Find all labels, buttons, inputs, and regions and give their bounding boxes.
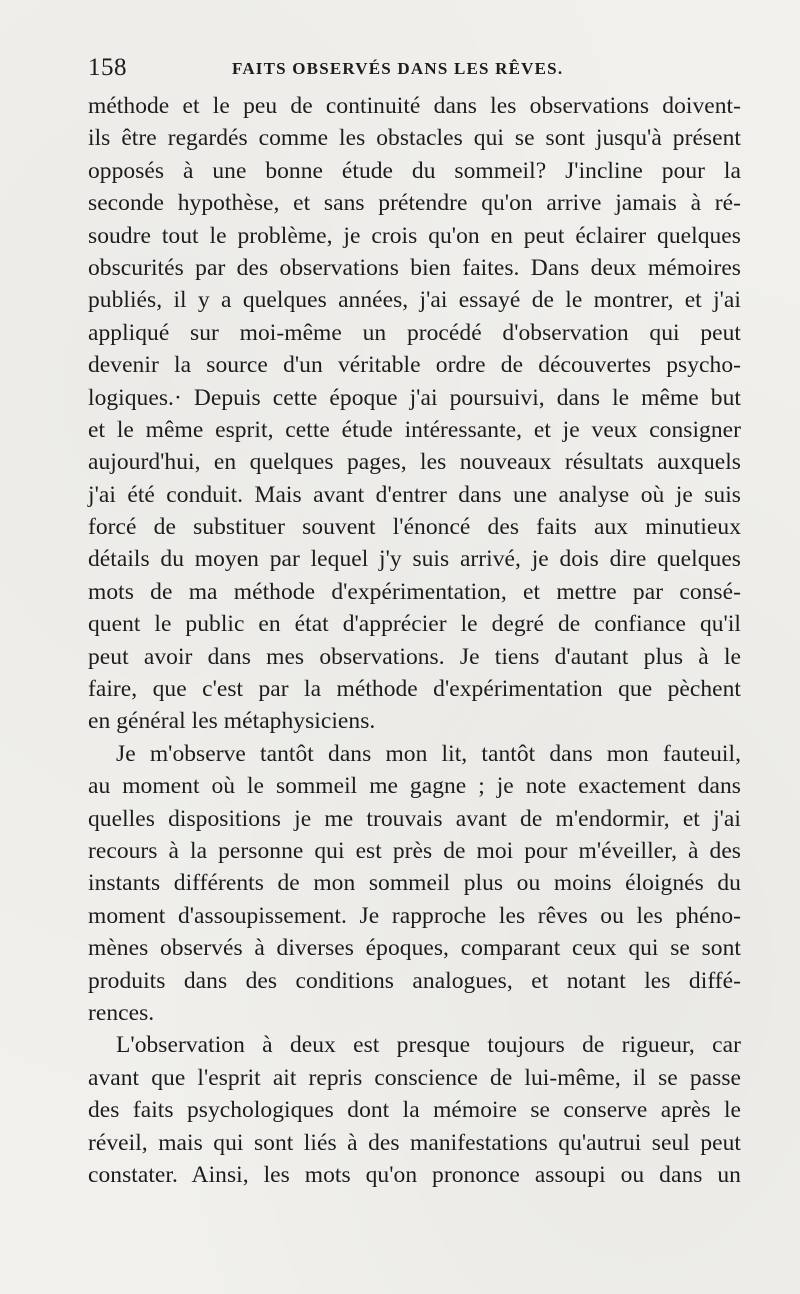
text-line: Je m'observe tantôt dans mon lit, tantôt dans mon fauteuil, xyxy=(116,740,741,767)
text-line: aujourd'hui, en quelques pages, les nouveaux résultats auxquels xyxy=(88,449,741,476)
text-line: quelles dispositions je me trouvais avant de m'endormir, et j'ai xyxy=(88,805,741,832)
text-line: produits dans des conditions analogues, et notant les diffé- xyxy=(88,967,741,994)
text-line: j'ai été conduit. Mais avant d'entrer dans une analyse où je suis xyxy=(88,481,741,508)
text-line: rences. xyxy=(88,999,155,1026)
text-line: ils être regardés comme les obstacles qui se sont jusqu'à présent xyxy=(88,125,741,152)
text-line: opposés à une bonne étude du sommeil? J'incline pour la xyxy=(88,157,741,184)
text-line: faire, que c'est par la méthode d'expérimentation que pèchent xyxy=(88,676,741,703)
text-line: avant que l'esprit ait repris conscience de lui-même, il se passe xyxy=(88,1064,741,1091)
text-line: obscurités par des observations bien faites. Dans deux mémoires xyxy=(88,254,741,281)
text-line: peut avoir dans mes observations. Je tiens d'autant plus à le xyxy=(88,643,741,670)
text-line: moment d'assoupissement. Je rapproche les rêves ou les phéno- xyxy=(88,902,741,929)
text-line: quent le public en état d'apprécier le degré de confiance qu'il xyxy=(88,611,741,638)
text-line: en général les métaphysiciens. xyxy=(88,708,376,735)
text-line: publiés, il y a quelques années, j'ai essayé de le montrer, et j'ai xyxy=(88,287,741,314)
text-line: détails du moyen par lequel j'y suis arrivé, je dois dire quelques xyxy=(88,546,741,573)
text-line: soudre tout le problème, je crois qu'on en peut éclairer quelques xyxy=(88,222,741,249)
text-line: logiques.· Depuis cette époque j'ai poursuivi, dans le même but xyxy=(88,384,741,411)
text-line: forcé de substituer souvent l'énoncé des faits aux minutieux xyxy=(88,514,741,541)
text-line: mots de ma méthode d'expérimentation, et mettre par consé- xyxy=(88,578,741,605)
text-line: L'observation à deux est presque toujours de rigueur, car xyxy=(116,1032,741,1059)
text-line: et le même esprit, cette étude intéressante, et je veux consigner xyxy=(88,416,741,443)
text-line: des faits psychologiques dont la mémoire se conserve après le xyxy=(88,1097,741,1124)
text-line: réveil, mais qui sont liés à des manifestations qu'autrui seul peut xyxy=(88,1129,741,1156)
paragraph xyxy=(88,1029,741,1191)
text-line: seconde hypothèse, et sans prétendre qu'on arrive jamais à ré- xyxy=(88,190,741,217)
page-header xyxy=(88,54,748,88)
paragraph xyxy=(88,90,741,738)
text-line: constater. Ainsi, les mots qu'on prononce assoupi ou dans un xyxy=(88,1161,741,1188)
running-head: FAITS OBSERVÉS DANS LES RÊVES. xyxy=(232,59,564,78)
text-line: méthode et le peu de continuité dans les observations doivent- xyxy=(88,93,741,119)
paragraph xyxy=(88,738,741,1030)
page-number: 158 xyxy=(88,54,127,81)
text-line: appliqué sur moi-même un procédé d'observation qui peut xyxy=(88,319,741,346)
text-line: au moment où le sommeil me gagne ; je note exactement dans xyxy=(88,773,741,800)
text-line: mènes observés à diverses époques, comparant ceux qui se sont xyxy=(88,935,741,962)
text-line: instants différents de mon sommeil plus ou moins éloignés du xyxy=(88,870,741,897)
text-line: devenir la source d'un véritable ordre de découvertes psycho- xyxy=(88,352,741,379)
body-text xyxy=(88,90,741,1191)
text-line: recours à la personne qui est près de moi pour m'éveiller, à des xyxy=(88,837,741,864)
